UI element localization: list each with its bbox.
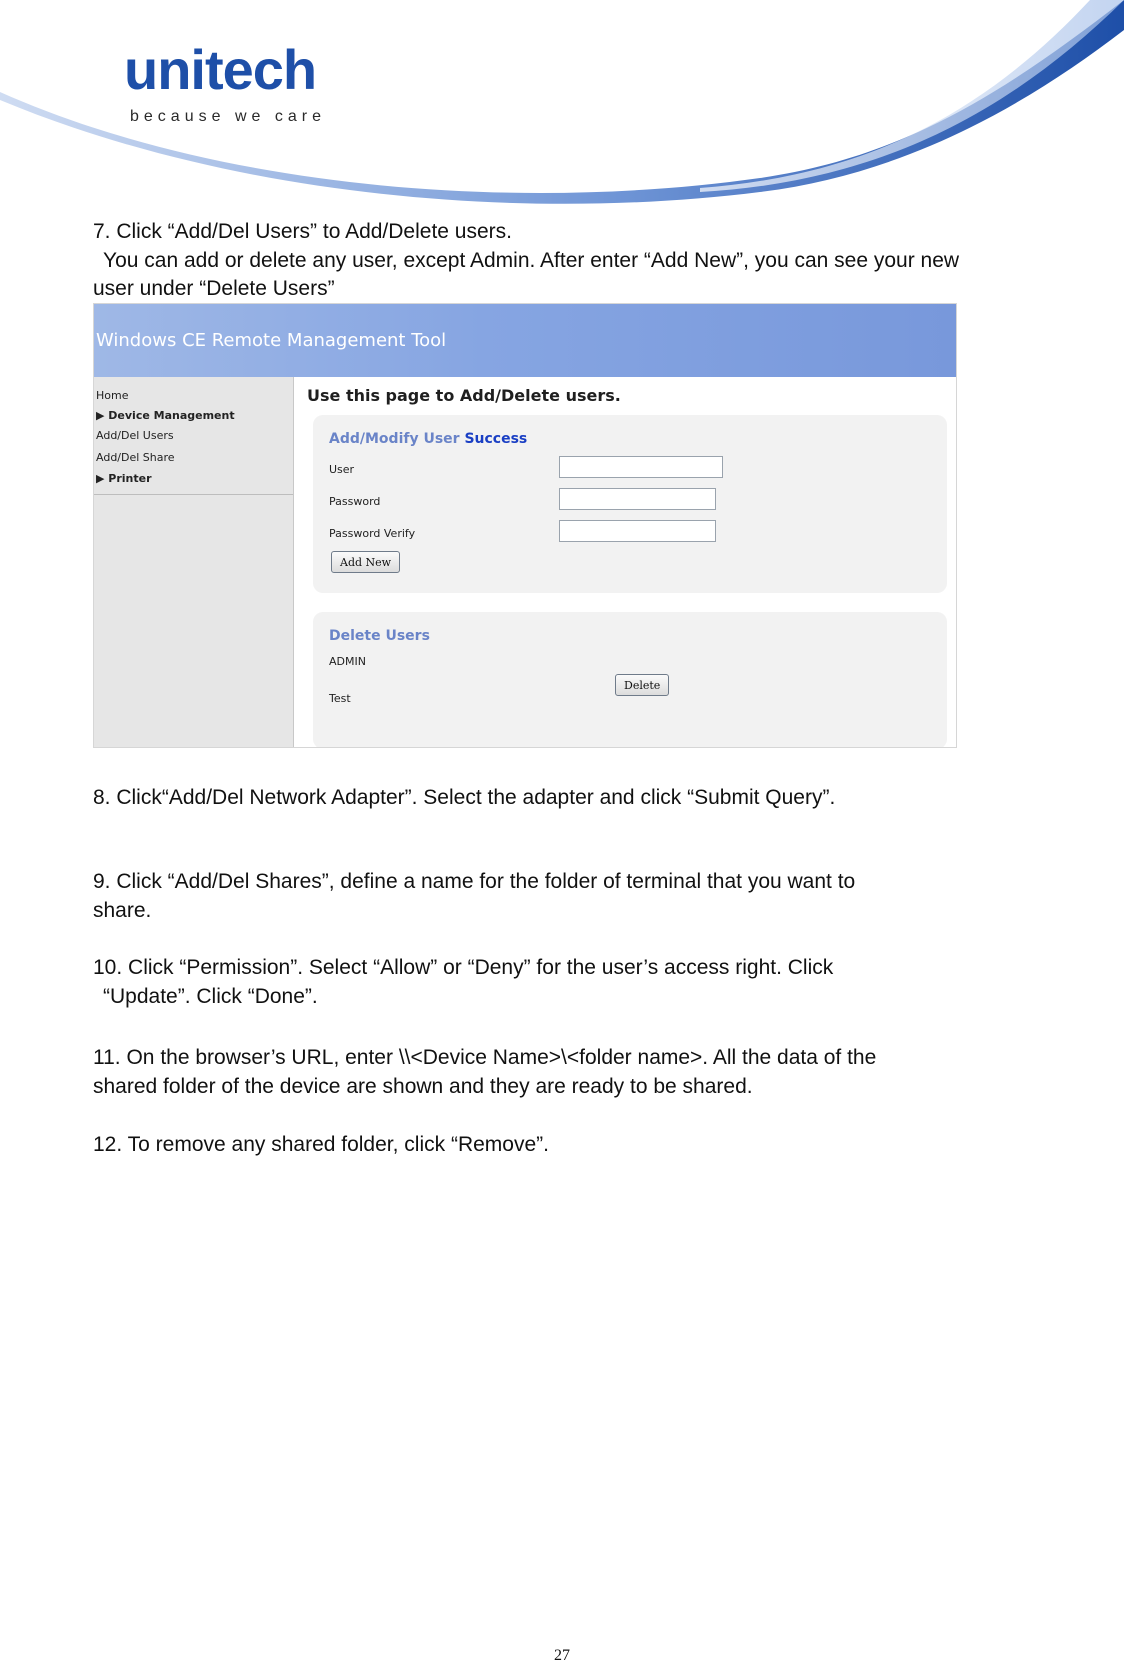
step-7-detail-cont: user under “Delete Users” bbox=[93, 277, 335, 300]
delete-panel-title: Delete Users bbox=[329, 628, 430, 644]
page-heading: Use this page to Add/Delete users. bbox=[307, 386, 621, 405]
sidebar-item-device-management[interactable]: ▶ Device Management bbox=[96, 409, 235, 422]
step-11-text: 11. On the browser’s URL, enter \\<Device Name>\<folder name>. All the data of the bbox=[93, 1046, 877, 1069]
main-content bbox=[295, 377, 957, 748]
success-status: Success bbox=[464, 431, 528, 447]
step-9-text: 9. Click “Add/Del Shares”, define a name for the folder of terminal that you want to bbox=[93, 870, 856, 893]
step-12-text: 12. To remove any shared folder, click “Remove”. bbox=[93, 1133, 549, 1156]
user-input[interactable] bbox=[559, 456, 723, 478]
sidebar-item-add-del-users[interactable]: Add/Del Users bbox=[96, 429, 174, 442]
sidebar-divider bbox=[94, 494, 293, 495]
header-swoosh bbox=[0, 0, 1124, 210]
user-label: User bbox=[329, 463, 355, 476]
company-logo: unitech bbox=[124, 38, 317, 101]
add-user-panel bbox=[313, 415, 947, 593]
step-7-detail: You can add or delete any user, except Admin. After enter “Add New”, you can see your new bbox=[103, 249, 960, 272]
step-10-text: 10. Click “Permission”. Select “Allow” or “Deny” for the user’s access right. Click bbox=[93, 956, 834, 979]
page-number: 27 bbox=[554, 1647, 570, 1664]
sidebar bbox=[94, 377, 294, 748]
add-new-button[interactable]: Add New bbox=[331, 551, 400, 573]
play-arrow-icon: ▶ bbox=[96, 472, 109, 485]
step-8-text: 8. Click“Add/Del Network Adapter”. Select the adapter and click “Submit Query”. bbox=[93, 786, 836, 809]
password-input[interactable] bbox=[559, 488, 716, 510]
user-test: Test bbox=[329, 692, 351, 705]
add-panel-title: Add/Modify User Success bbox=[329, 431, 528, 447]
step-11-text-cont: shared folder of the device are shown and they are ready to be shared. bbox=[93, 1075, 753, 1098]
step-10-text-cont: “Update”. Click “Done”. bbox=[103, 985, 318, 1008]
step-9-text-cont: share. bbox=[93, 899, 152, 922]
app-title-bar: Windows CE Remote Management Tool bbox=[94, 304, 957, 377]
sidebar-item-printer[interactable]: ▶ Printer bbox=[96, 472, 152, 485]
user-admin: ADMIN bbox=[329, 655, 366, 668]
password-verify-input[interactable] bbox=[559, 520, 716, 542]
password-label: Password bbox=[329, 495, 381, 508]
play-arrow-icon: ▶ bbox=[96, 409, 109, 422]
sidebar-item-home[interactable]: Home bbox=[96, 389, 129, 402]
password-verify-label: Password Verify bbox=[329, 527, 416, 540]
delete-button[interactable]: Delete bbox=[615, 674, 669, 696]
logo-tagline: because we care bbox=[130, 108, 326, 125]
remote-tool-screenshot bbox=[93, 303, 957, 748]
step-7-text: 7. Click “Add/Del Users” to Add/Delete users. bbox=[93, 220, 512, 243]
sidebar-item-add-del-share[interactable]: Add/Del Share bbox=[96, 451, 175, 464]
delete-users-panel bbox=[313, 612, 947, 748]
